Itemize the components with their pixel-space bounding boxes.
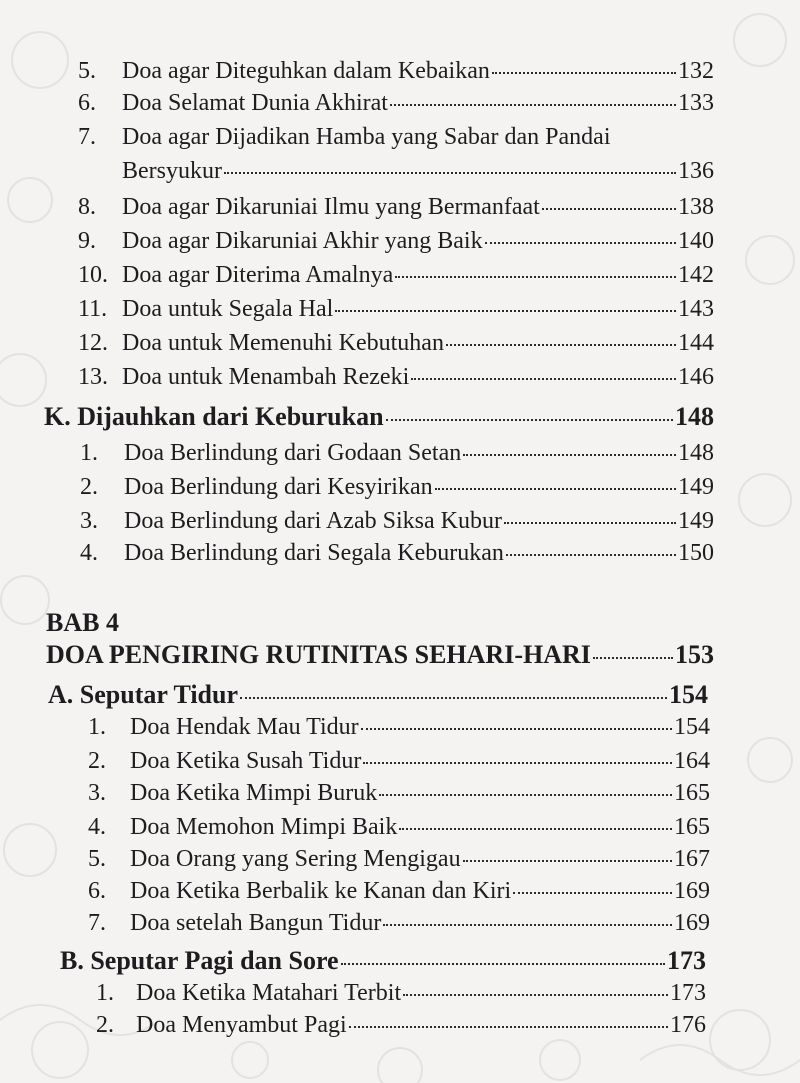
toc-entry [78,228,714,255]
entry-title: Doa Hendak Mau Tidur [130,714,359,740]
toc-entry [88,748,710,775]
chapter-page: 153 [675,640,714,669]
entry-page: 169 [674,878,710,904]
toc-entry [78,194,714,221]
entry-title: Doa agar Dijadikan Hamba yang Sabar dan Pandai [122,124,611,150]
entry-number: 11. [78,296,108,322]
dot-leader [463,860,672,862]
entry-page: 133 [678,90,714,116]
entry-number: 6. [78,90,96,116]
entry-title: Doa agar Dikaruniai Akhir yang Baik [122,228,483,254]
dot-leader [506,554,676,556]
dot-leader [593,657,673,659]
entry-page: 165 [674,814,710,840]
section-page: 154 [669,680,708,709]
section-title: K. Dijauhkan dari Keburukan [44,402,384,431]
section-title: B. Seputar Pagi dan Sore [60,946,339,975]
entry-page: 173 [670,980,706,1006]
toc-entry [78,296,714,323]
dot-leader [435,488,676,490]
entry-page: 169 [674,910,710,936]
section-title: A. Seputar Tidur [48,680,239,709]
dot-leader [224,172,676,174]
dot-leader [411,378,676,380]
entry-page: 150 [678,540,714,566]
entry-title: Doa Berlindung dari Segala Keburukan [124,540,504,566]
toc-entry [88,814,710,841]
entry-page: 164 [674,748,710,774]
toc-entry [88,846,710,873]
dot-leader [399,828,672,830]
entry-number: 7. [78,124,96,150]
entry-number: 8. [78,194,96,220]
dot-leader [379,794,672,796]
entry-number: 9. [78,228,96,254]
entry-number: 10. [78,262,108,288]
entry-page: 144 [678,330,714,356]
entry-number: 4. [80,540,98,566]
dot-leader [504,522,676,524]
entry-title: Doa Berlindung dari Azab Siksa Kubur [124,508,502,534]
toc-entry [78,364,714,391]
dot-leader [335,310,676,312]
dot-leader [542,208,676,210]
entry-number: 5. [88,846,106,872]
entry-page: 167 [674,846,710,872]
entry-title: Doa Berlindung dari Kesyirikan [124,474,433,500]
entry-page: 165 [674,780,710,806]
toc-entry [88,878,710,905]
entry-title: Doa Selamat Dunia Akhirat [122,90,388,116]
section-k-heading [44,402,714,432]
entry-title: Doa agar Dikaruniai Ilmu yang Bermanfaat [122,194,540,220]
chapter-label: BAB 4 [46,608,119,637]
toc-entry [80,508,714,535]
toc-entry [78,58,714,85]
toc-entry [80,440,714,467]
toc-entry [78,262,714,289]
toc-entry [78,330,714,357]
entry-page: 146 [678,364,714,390]
chapter-title: DOA PENGIRING RUTINITAS SEHARI-HARI [46,640,591,669]
entry-page: 142 [678,262,714,288]
entry-page: 149 [678,474,714,500]
toc-entry [88,910,710,937]
toc-entry [96,980,706,1007]
section-b-heading [60,946,706,976]
dot-leader [240,697,667,699]
entry-number: 1. [96,980,114,1006]
entry-number: 2. [80,474,98,500]
entry-title: Doa Ketika Mimpi Buruk [130,780,378,806]
entry-number: 3. [88,780,106,806]
entry-page: 136 [678,158,714,184]
section-page: 148 [675,402,714,431]
dot-leader [361,728,672,730]
entry-title: Doa setelah Bangun Tidur [130,910,382,936]
entry-page: 148 [678,440,714,466]
entry-page: 154 [674,714,710,740]
entry-title: Doa agar Diterima Amalnya [122,262,394,288]
toc-entry-line1 [78,124,611,151]
entry-number: 2. [88,748,106,774]
entry-title: Doa Ketika Susah Tidur [130,748,362,774]
entry-number: 6. [88,878,106,904]
dot-leader [341,963,665,965]
chapter-heading [46,640,714,670]
dot-leader [363,762,672,764]
dot-leader [383,924,672,926]
entry-number: 1. [88,714,106,740]
dot-leader [395,276,676,278]
toc-entry [80,474,714,501]
dot-leader [386,419,673,421]
entry-title: Doa Orang yang Sering Mengigau [130,846,461,872]
entry-page: 149 [678,508,714,534]
entry-page: 176 [670,1012,706,1038]
dot-leader [446,344,676,346]
toc-entry [80,540,714,567]
entry-number: 1. [80,440,98,466]
dot-leader [403,994,668,996]
entry-page: 140 [678,228,714,254]
section-a-heading [48,680,708,710]
entry-number: 2. [96,1012,114,1038]
entry-page: 132 [678,58,714,84]
dot-leader [349,1026,668,1028]
entry-title: Doa Berlindung dari Godaan Setan [124,440,462,466]
entry-number: 5. [78,58,96,84]
toc-entry [88,780,710,807]
entry-number: 4. [88,814,106,840]
dot-leader [492,72,676,74]
entry-title: Doa Memohon Mimpi Baik [130,814,398,840]
entry-page: 143 [678,296,714,322]
toc-entry [78,90,714,117]
entry-title: Doa agar Diteguhkan dalam Kebaikan [122,58,490,84]
entry-number: 3. [80,508,98,534]
entry-title: Doa Ketika Berbalik ke Kanan dan Kiri [130,878,512,904]
toc-entry-line2 [122,158,714,185]
entry-title: Doa untuk Memenuhi Kebutuhan [122,330,444,356]
dot-leader [463,454,676,456]
toc-entry [88,714,710,741]
entry-title: Doa untuk Menambah Rezeki [122,364,410,390]
entry-number: 12. [78,330,108,356]
dot-leader [485,242,676,244]
entry-title: Doa Menyambut Pagi [136,1012,347,1038]
toc-entry [96,1012,706,1039]
entry-title-continued: Bersyukur [122,158,222,184]
dot-leader [390,104,676,106]
entry-title: Doa untuk Segala Hal [122,296,334,322]
entry-number: 13. [78,364,108,390]
entry-title: Doa Ketika Matahari Terbit [136,980,402,1006]
entry-number: 7. [88,910,106,936]
entry-page: 138 [678,194,714,220]
dot-leader [513,892,672,894]
section-page: 173 [667,946,706,975]
